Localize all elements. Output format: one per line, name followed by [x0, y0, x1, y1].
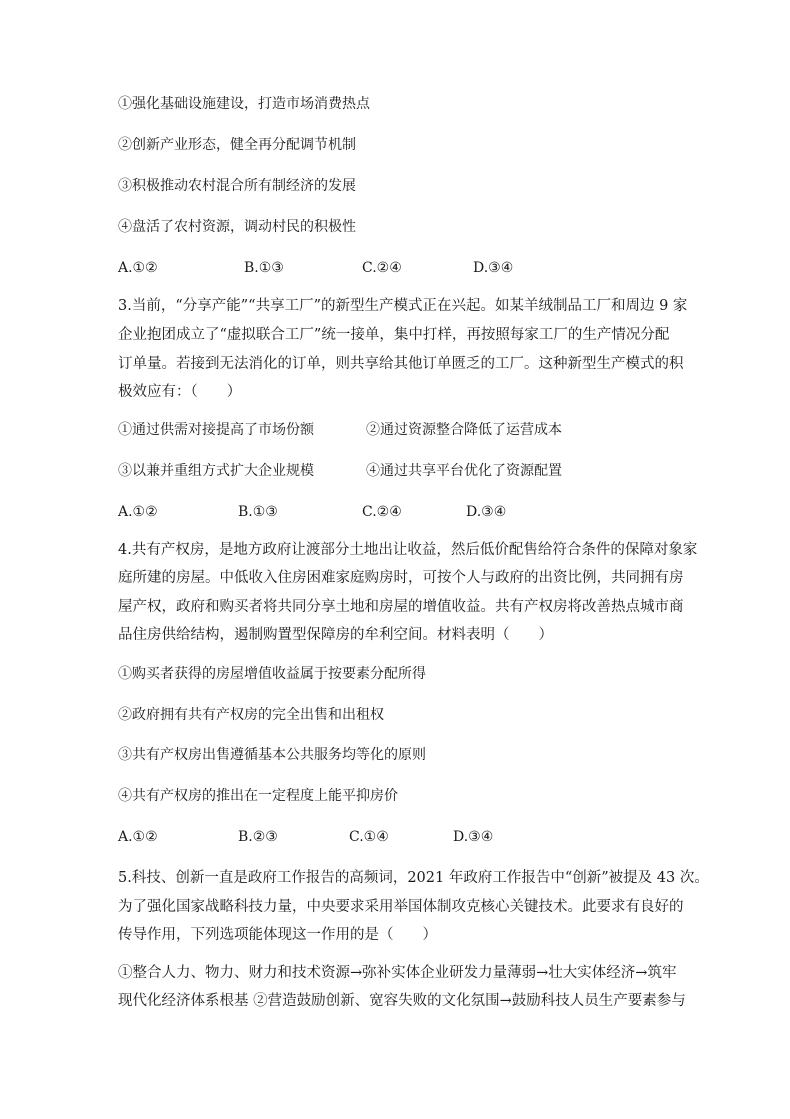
q5-stem-line-1: 5.科技、创新一直是政府工作报告的高频词，2021 年政府工作报告中“创新”被提及 43 次。 [118, 870, 709, 886]
q3-item-2: ②通过资源整合降低了运营成本 [366, 422, 562, 438]
q3-item-1: ①通过供需对接提高了市场份额 [118, 422, 314, 438]
q2-choice-d: D.③④ [473, 260, 514, 276]
q2-item-3: ③积极推动农村混合所有制经济的发展 [118, 178, 356, 194]
q2-choice-b: B.①③ [244, 260, 284, 276]
q2-item-4: ④盘活了农村资源，调动村民的积极性 [118, 219, 356, 235]
q2-item-1: ①强化基础设施建设，打造市场消费热点 [118, 96, 370, 112]
q4-choice-b: B.②③ [238, 829, 278, 845]
q5-item-line-1: ①整合人力、物力、财力和技术资源→弥补实体企业研发力量薄弱→壮大实体经济→筑牢 [118, 965, 677, 981]
q4-item-2: ②政府拥有共有产权房的完全出售和出租权 [118, 707, 384, 723]
q4-stem-line-4: 品住房供给结构，遏制购置型保障房的牟利空间。材料表明（ ） [118, 627, 553, 643]
q4-choice-d: D.③④ [453, 829, 494, 845]
q3-stem-line-1: 3.当前，“分享产能”“共享工厂”的新型生产模式正在兴起。如某羊绒制品工厂和周边 9 家 [118, 298, 688, 314]
q3-stem-line-3: 订单量。若接到无法消化的订单，则共享给其他订单匮乏的工厂。这种新型生产模式的积 [118, 356, 684, 372]
q3-choice-a: A.①② [118, 504, 158, 520]
q3-item-3: ③以兼并重组方式扩大企业规模 [118, 463, 314, 479]
q3-stem-line-2: 企业抱团成立了“虚拟联合工厂”统一接单，集中打样，再按照每家工厂的生产情况分配 [118, 327, 670, 343]
q4-item-1: ①购买者获得的房屋增值收益属于按要素分配所得 [118, 666, 426, 682]
q2-choice-a: A.①② [118, 260, 158, 276]
q5-stem-line-2: 为了强化国家战略科技力量，中央要求采用举国体制攻克核心关键技术。此要求有良好的 [118, 899, 684, 915]
q4-item-3: ③共有产权房出售遵循基本公共服务均等化的原则 [118, 747, 426, 763]
q3-item-4: ④通过共享平台优化了资源配置 [366, 463, 562, 479]
q3-stem-line-4: 极效应有：（ ） [118, 384, 242, 400]
q3-choice-c: C.②④ [362, 504, 402, 520]
q4-item-4: ④共有产权房的推出在一定程度上能平抑房价 [118, 788, 398, 804]
q2-choice-c: C.②④ [362, 260, 402, 276]
q3-choice-d: D.③④ [466, 504, 507, 520]
q2-item-2: ②创新产业形态，健全再分配调节机制 [118, 137, 356, 153]
q4-stem-line-2: 庭所建的房屋。中低收入住房困难家庭购房时，可按个人与政府的出资比例，共同拥有房 [118, 570, 684, 586]
q4-stem-line-3: 屋产权，政府和购买者将共同分享土地和房屋的增值收益。共有产权房将改善热点城市商 [118, 599, 684, 615]
q5-item-line-2: 现代化经济体系根基 ②营造鼓励创新、宽容失败的文化氛围→鼓励科技人员生产要素参与 [118, 993, 686, 1009]
q4-choice-a: A.①② [118, 829, 158, 845]
q5-stem-line-3: 传导作用，下列选项能体现这一作用的是（ ） [118, 927, 437, 943]
q4-stem-line-1: 4.共有产权房，是地方政府让渡部分土地出让收益，然后低价配售给符合条件的保障对象家 [118, 542, 698, 558]
q4-choice-c: C.①④ [349, 829, 389, 845]
q3-choice-b: B.①③ [238, 504, 278, 520]
